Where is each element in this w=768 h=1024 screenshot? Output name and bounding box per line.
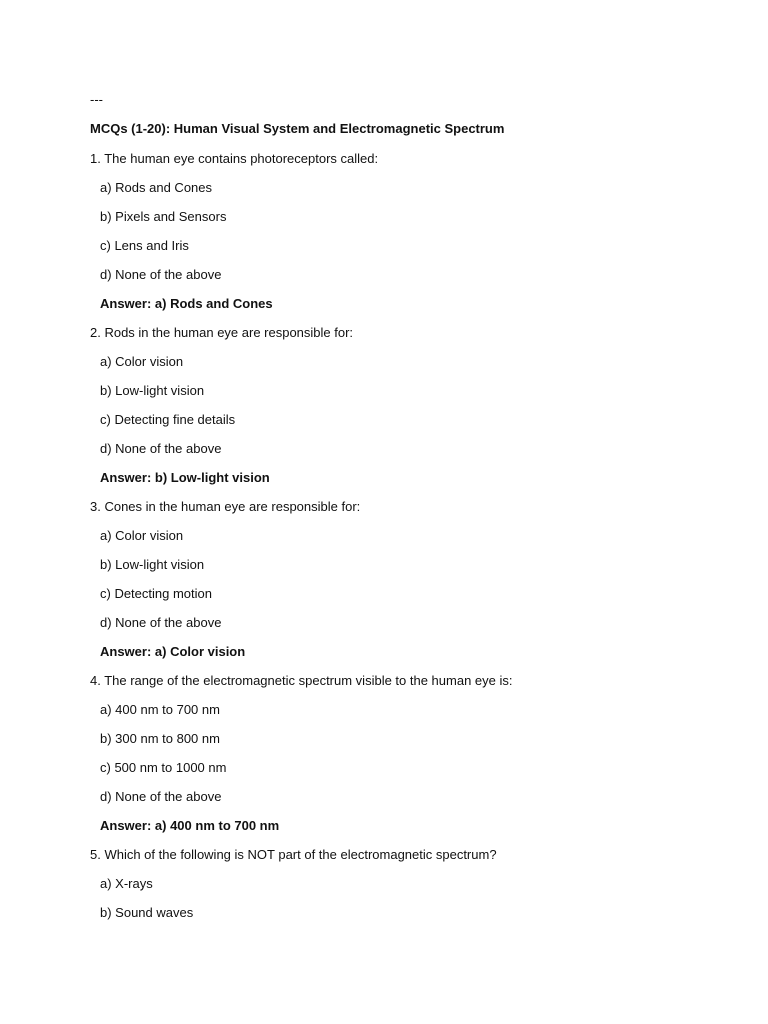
option-a: a) Color vision: [100, 354, 184, 369]
answer: Answer: a) 400 nm to 700 nm: [100, 818, 280, 833]
option-d: d) None of the above: [100, 441, 222, 456]
answer: Answer: a) Rods and Cones: [100, 296, 273, 311]
separator: ---: [90, 92, 103, 107]
option-c: c) Detecting fine details: [100, 412, 236, 427]
option-b: b) Sound waves: [100, 905, 194, 920]
option-c: c) Lens and Iris: [100, 238, 189, 253]
option-a: a) Color vision: [100, 528, 184, 543]
question-text: 1. The human eye contains photoreceptors called:: [90, 151, 379, 166]
option-a: a) 400 nm to 700 nm: [100, 702, 220, 717]
option-a: a) Rods and Cones: [100, 180, 213, 195]
option-b: b) Pixels and Sensors: [100, 209, 227, 224]
document-heading: MCQs (1-20): Human Visual System and Electromagnetic Spectrum: [90, 121, 505, 136]
document-content: [90, 91, 730, 933]
question-text: 2. Rods in the human eye are responsible for:: [90, 325, 354, 340]
option-b: b) Low-light vision: [100, 557, 205, 572]
option-a: a) X-rays: [100, 876, 153, 891]
option-d: d) None of the above: [100, 615, 222, 630]
question-block: [90, 672, 730, 834]
question-block: [90, 498, 730, 660]
option-c: c) Detecting motion: [100, 586, 212, 601]
question-block: [90, 324, 730, 486]
answer: Answer: a) Color vision: [100, 644, 246, 659]
question-block: [90, 846, 730, 921]
option-b: b) Low-light vision: [100, 383, 205, 398]
question-text: 4. The range of the electromagnetic spectrum visible to the human eye is:: [90, 673, 513, 688]
option-d: d) None of the above: [100, 789, 222, 804]
question-text: 5. Which of the following is NOT part of the electromagnetic spectrum?: [90, 847, 497, 862]
question-text: 3. Cones in the human eye are responsible for:: [90, 499, 361, 514]
option-b: b) 300 nm to 800 nm: [100, 731, 220, 746]
option-c: c) 500 nm to 1000 nm: [100, 760, 227, 775]
option-d: d) None of the above: [100, 267, 222, 282]
question-block: [90, 150, 730, 312]
answer: Answer: b) Low-light vision: [100, 470, 270, 485]
